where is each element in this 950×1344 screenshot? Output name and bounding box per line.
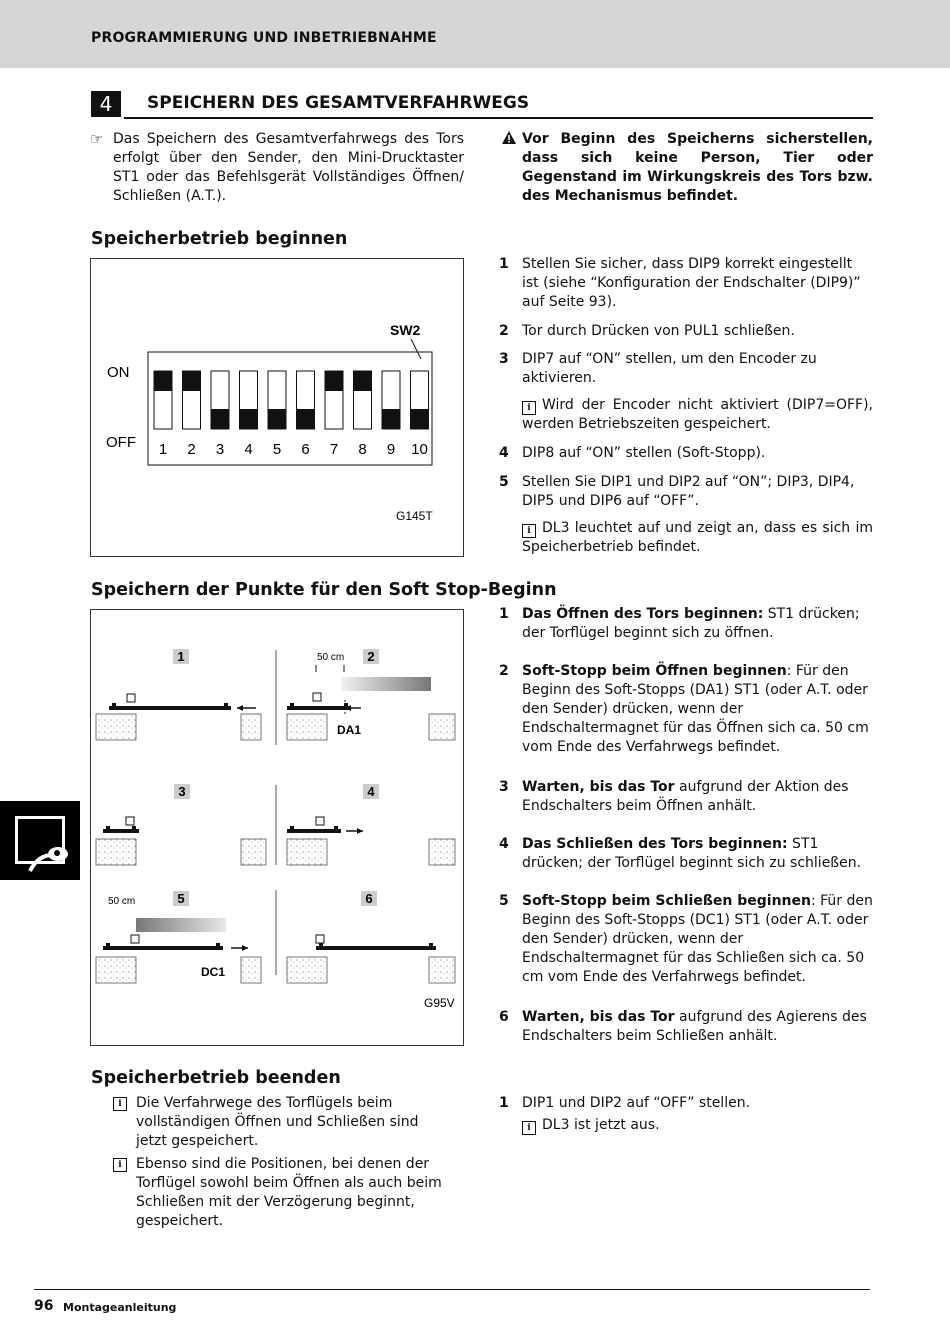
start-step-2: [499, 322, 873, 341]
header-band: [0, 0, 950, 68]
soft-step-2: [499, 662, 873, 757]
dip-switch-9: [382, 371, 400, 429]
sw2-label: SW2: [390, 322, 421, 338]
step-text: Das Schließen des Tors beginnen: ST1 drücken; der Torflügel beginnt sich zu schließen.: [522, 836, 862, 871]
step-text: Stellen Sie sicher, dass DIP9 korrekt eingestellt ist (siehe “Konfiguration der Endschalter (DIP9)” auf Seite 93).: [522, 256, 861, 310]
end-step-1: 1 DIP1 und DIP2 auf “OFF” stellen. i DL3 ist jetzt aus.: [499, 1095, 751, 1133]
soft-stop-diagram: [91, 610, 463, 1045]
step-number: 3: [499, 779, 509, 795]
end-note: i Ebenso sind die Positionen, bei denen der Torflügel sowohl beim Öffnen als auch beim Schließen mit der Verzögerung beginnt, gespeichert.: [113, 1155, 453, 1231]
dip-switch-number: 8: [358, 441, 367, 458]
dip-switch-1: [154, 371, 172, 429]
panel-number-4: [363, 784, 379, 799]
dip-switch-2: [183, 371, 201, 429]
start-step-5: [499, 473, 873, 557]
footer-label: Montageanleitung: [63, 1301, 177, 1314]
off-label: OFF: [106, 434, 136, 451]
info-icon: i: [522, 1121, 536, 1135]
step-text: DIP8 auf “ON” stellen (Soft-Stopp).: [522, 445, 766, 461]
dip-switch-diagram: [91, 259, 463, 556]
svg-text:2: 2: [367, 649, 375, 664]
step-number: 4: [499, 445, 509, 461]
step-text: Warten, bis das Tor aufgrund des Agierens des Endschalters beim Schließen anhält.: [522, 1009, 867, 1044]
step-number: 4: [499, 836, 509, 852]
step-note: i DL3 leuchtet auf und zeigt an, dass es sich im Speicherbetrieb befindet.: [522, 520, 873, 555]
panel-number-2: [363, 649, 379, 664]
panel-number-1: [173, 649, 189, 664]
page-number: 96: [34, 1298, 54, 1314]
step-number: 2: [499, 323, 509, 339]
dip-switch-number: 5: [272, 441, 282, 458]
info-icon: i: [113, 1158, 127, 1172]
dip-switch-8: [354, 371, 372, 429]
heading-soft-stop: Speichern der Punkte für den Soft Stop-Beginn: [91, 580, 557, 600]
panel-number-6: [361, 891, 377, 906]
dc1-label: DC1: [201, 965, 226, 979]
warning-triangle-icon: [501, 130, 517, 145]
step-note: i Wird der Encoder nicht aktiviert (DIP7=OFF), werden Betriebszeiten gespeichert.: [522, 397, 873, 432]
dip-switch-number: 9: [386, 441, 396, 458]
dip-switch-number: 7: [329, 441, 339, 458]
panel-number-3: [174, 784, 190, 799]
soft-step-4: [499, 835, 873, 873]
info-icon: i: [522, 401, 536, 415]
dip-switch-3: [211, 371, 229, 429]
step-number: 3: [499, 351, 509, 367]
end-note: i Die Verfahrwege des Torflügels beim vollständigen Öffnen und Schließen sind jetzt gespeichert.: [113, 1094, 453, 1151]
step-text: Das Öffnen des Tors beginnen: ST1 drücken; der Torflügel beginnt sich zu öffnen.: [522, 606, 860, 641]
section-rule: [124, 117, 873, 119]
step-number: 1: [499, 606, 509, 622]
step-number: 5: [499, 474, 509, 490]
header-title: PROGRAMMIERUNG UND INBETRIEBNAHME: [91, 30, 437, 46]
soft-step-5: [499, 892, 873, 987]
dip-switch-numbers: [159, 441, 428, 458]
dip-switch-7: [325, 371, 343, 429]
soft-step-1: [499, 605, 873, 643]
warning-text: Vor Beginn des Speicherns sicherstellen, dass sich keine Person, Tier oder Gegenstand im Wirkungskreis des Tors bzw. des Mechanismus befindet.: [522, 131, 873, 204]
soft-step-3: [499, 778, 873, 816]
dip-switch-6: [297, 371, 315, 429]
section-title: SPEICHERN DES GESAMTVERFAHRWEGS: [147, 93, 530, 113]
dip-switches: [154, 371, 429, 429]
step-text: Warten, bis das Tor aufgrund der Aktion des Endschalters beim Öffnen anhält.: [522, 779, 849, 814]
distance-label-close: 50 cm: [108, 896, 136, 907]
dip-switch-number: 4: [244, 441, 253, 458]
step-number: 5: [499, 893, 509, 909]
dip-switch-number: 1: [158, 441, 168, 458]
step-text: Soft-Stopp beim Öffnen beginnen: Für den Beginn des Soft-Stopps (DA1) ST1 (oder A.T. oder den Sender) drücken, wenn der Endschaltermagnet für das Öffnen sich ca. 50 cm vom Ende des Verfahrwegs befindet.: [522, 663, 869, 755]
start-step-4: [499, 444, 873, 463]
step-text: Stellen Sie DIP1 und DIP2 auf “ON”; DIP3, DIP4, DIP5 und DIP6 auf “OFF”.: [522, 474, 855, 509]
dip-switch-4: [240, 371, 258, 429]
start-step-1: [499, 255, 873, 312]
heading-end: Speicherbetrieb beenden: [91, 1068, 341, 1088]
step-text: Tor durch Drücken von PUL1 schließen.: [522, 323, 795, 339]
chapter-tab: [0, 801, 80, 880]
pointing-hand-icon: ☞: [90, 130, 104, 148]
figure-code-g95v: G95V: [424, 996, 455, 1010]
heading-start: Speicherbetrieb beginnen: [91, 229, 348, 249]
step-text: DIP7 auf “ON” stellen, um den Encoder zu aktivieren.: [522, 351, 817, 386]
distance-label-open: 50 cm: [317, 652, 345, 663]
step-number: 2: [499, 663, 509, 679]
dip-switch-10: [411, 371, 429, 429]
step-number: 6: [499, 1009, 509, 1025]
dip-switch-number: 6: [301, 441, 310, 458]
svg-text:1: 1: [177, 649, 185, 664]
dip-switch-number: 10: [411, 441, 428, 458]
svg-text:5: 5: [177, 891, 185, 906]
soft-step-6: [499, 1008, 873, 1046]
svg-text:3: 3: [178, 784, 186, 799]
info-icon: i: [113, 1097, 127, 1111]
on-label: ON: [107, 364, 130, 381]
dip-switch-number: 2: [187, 441, 196, 458]
dip-switch-figure: [90, 258, 464, 557]
svg-text:4: 4: [367, 784, 375, 799]
section-number: 4: [91, 91, 121, 117]
footer-rule: [34, 1289, 870, 1290]
da1-label: DA1: [337, 723, 362, 737]
start-step-3: [499, 350, 873, 434]
dip-switch-5: [268, 371, 286, 429]
step-text: Soft-Stopp beim Schließen beginnen: Für den Beginn des Soft-Stopps (DC1) ST1 (oder A.T. oder den Sender) drücken, wenn der Endschaltermagnet für das Schließen sich ca. 50 cm vom Ende des Verfahrwegs befindet.: [522, 893, 873, 985]
dip-switch-number: 3: [215, 441, 225, 458]
power-plug-icon: [0, 801, 80, 880]
svg-text:6: 6: [365, 891, 373, 906]
info-icon: i: [522, 524, 536, 538]
step-number: 1: [499, 256, 509, 272]
panel-number-5: [173, 891, 189, 906]
soft-stop-figure: [90, 609, 464, 1046]
figure-code: G145T: [396, 509, 433, 523]
intro-text: Das Speichern des Gesamtverfahrwegs des Tors erfolgt über den Sender, den Mini-Drucktaster ST1 oder das Befehlsgerät Vollständiges Öffnen/ Schließen (A.T.).: [113, 131, 464, 204]
